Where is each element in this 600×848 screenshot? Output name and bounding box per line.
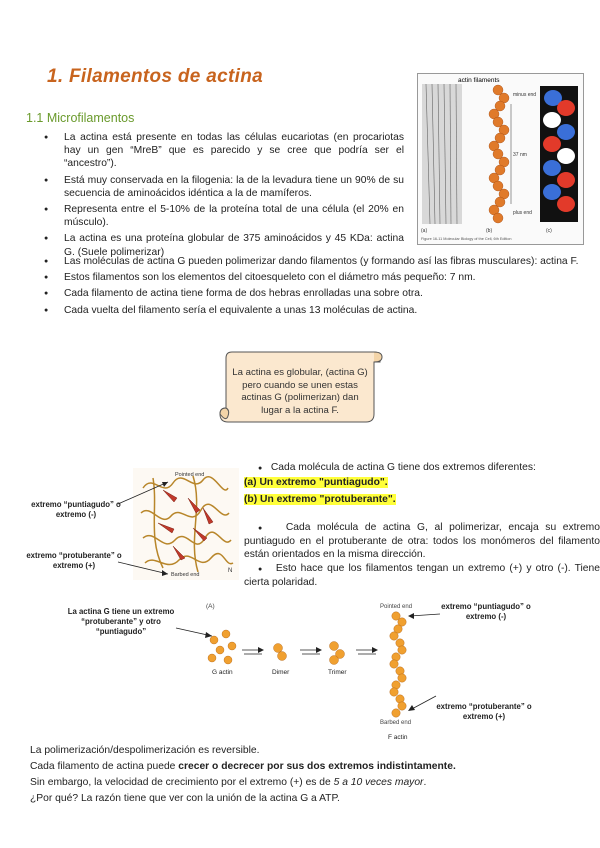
list-item: ● Está muy conservada en la filogenia: la de la levadura tiene un 90% de su secuencia de aminoácidos idéntica a la de mamíferos. bbox=[42, 174, 404, 200]
right-col-text bbox=[244, 461, 600, 589]
svg-text:37 nm: 37 nm bbox=[513, 152, 527, 158]
right-col-p1: Cada molécula de actina G tiene dos extremos diferentes: bbox=[270, 462, 536, 473]
list-item: ● Cada vuelta del filamento sería el equivalente a unas 13 moléculas de actina. bbox=[42, 304, 600, 317]
section-heading: 1.1 Microfilamentos bbox=[26, 111, 135, 125]
bottom-line-2 bbox=[30, 759, 590, 775]
right-col-p2-row bbox=[244, 521, 600, 562]
g-actin-ends-note: La actina G tiene un extremo “protuberante” y otro “puntiagudo” bbox=[67, 607, 175, 636]
bullet-list-top bbox=[42, 131, 404, 262]
scroll-note-text: La actina es globular, (actina G) pero cuando se unen estas actinas G (polimerizan) dan lugar a la actina F. bbox=[232, 367, 368, 416]
bullet-dot: ● bbox=[258, 524, 266, 532]
svg-text:Dimer: Dimer bbox=[272, 669, 290, 676]
bottom-line-2-a: Cada filamento de actina puede bbox=[30, 761, 179, 772]
bullet-dot: ● bbox=[258, 465, 263, 472]
bottom-line-2-b: crecer o decrecer por sus dos extremos indistintamente. bbox=[178, 761, 456, 772]
svg-text:actin filaments: actin filaments bbox=[458, 77, 500, 84]
label-f-pointed-end: extremo “puntiagudo” o extremo (-) bbox=[441, 602, 531, 621]
bottom-line-4: ¿Por qué? La razón tiene que ver con la unión de la actina G a ATP. bbox=[30, 793, 340, 804]
svg-text:minus end: minus end bbox=[513, 92, 537, 98]
highlight-b-row bbox=[244, 493, 600, 506]
label-barbed-end: extremo “protuberante” o extremo (+) bbox=[26, 551, 122, 570]
list-item: ● Cada filamento de actina tiene forma de dos hebras enrolladas una sobre otra. bbox=[42, 287, 600, 300]
svg-text:Trimer: Trimer bbox=[328, 669, 347, 676]
fig2-arrows bbox=[0, 470, 240, 580]
right-col-intro bbox=[244, 461, 600, 475]
svg-text:Pointed end: Pointed end bbox=[380, 604, 413, 610]
label-f-barbed-end: extremo “protuberante” o extremo (+) bbox=[436, 702, 532, 721]
page-title: 1. Filamentos de actina bbox=[47, 66, 263, 87]
list-item: ● La actina está presente en todas las células eucariotas (en procariotas hay un gen “MreB” que es parecido y se cree que podría ser el “ancestro”). bbox=[42, 131, 404, 171]
svg-text:(a): (a) bbox=[421, 228, 428, 234]
actin-filament-illustration bbox=[418, 74, 583, 244]
bottom-text bbox=[30, 743, 590, 807]
bottom-line-1: La polimerización/despolimerización es reversible. bbox=[30, 745, 260, 756]
highlight-a: (a) Un extremo "puntiagudo". bbox=[244, 477, 388, 489]
svg-text:G actin: G actin bbox=[212, 669, 233, 676]
list-item: ● Las moléculas de actina G pueden polimerizar dando filamentos (y formando así las fibras musculares): actina F. bbox=[42, 255, 600, 268]
svg-text:F actin: F actin bbox=[388, 734, 408, 741]
bottom-line-3-a: Sin embargo, la velocidad de crecimiento por el extremo (+) es de bbox=[30, 777, 334, 788]
right-col-p3: Esto hace que los filamentos tengan un extremo (+) y otro (-). Tiene cierta polaridad. bbox=[244, 562, 600, 589]
highlight-b: (b) Un extremo "protuberante". bbox=[244, 493, 396, 505]
actin-filament-figure bbox=[417, 73, 584, 245]
list-item: ● La actina es una proteína globular de 375 aminoácidos y 45 KDa: actina G. (Suele polimerizar) bbox=[42, 232, 404, 258]
svg-text:(c): (c) bbox=[546, 228, 552, 234]
list-item: ● Estos filamentos son los elementos del citoesqueleto con el diámetro más pequeño: 7 nm. bbox=[42, 271, 600, 284]
svg-text:Pointed end: Pointed end bbox=[175, 472, 205, 478]
bottom-line-3-b: 5 a 10 veces mayor bbox=[333, 777, 424, 788]
bottom-line-3-c: . bbox=[423, 777, 427, 788]
right-col-p2: Cada molécula de actina G, al polimerizar, encaja su extremo puntiagudo en el protuberante de otra: todos los monómeros del filamento están orientados en la misma dirección. bbox=[244, 521, 600, 561]
bullet-dot: ● bbox=[258, 565, 264, 573]
svg-text:Figure 16-11 Molecular Biology: Figure 16-11 Molecular Biology of the Cell, 6th Edition bbox=[421, 237, 512, 241]
label-pointed-end: extremo “puntiagudo” o extremo (-) bbox=[31, 500, 121, 519]
svg-text:Barbed end: Barbed end bbox=[171, 572, 200, 578]
svg-text:plus end: plus end bbox=[513, 210, 532, 216]
panel-label: (A) bbox=[206, 603, 215, 610]
bottom-line-3 bbox=[30, 775, 590, 791]
list-item: ● Representa entre el 5-10% de la proteína total de una célula (el 20% en músculo). bbox=[42, 203, 404, 229]
right-col-p3-row bbox=[244, 562, 600, 590]
svg-text:Barbed end: Barbed end bbox=[380, 720, 412, 726]
svg-text:N: N bbox=[228, 568, 233, 574]
highlight-a-row bbox=[244, 476, 600, 489]
svg-text:(b): (b) bbox=[486, 228, 493, 234]
bullet-list-wide bbox=[42, 255, 600, 320]
